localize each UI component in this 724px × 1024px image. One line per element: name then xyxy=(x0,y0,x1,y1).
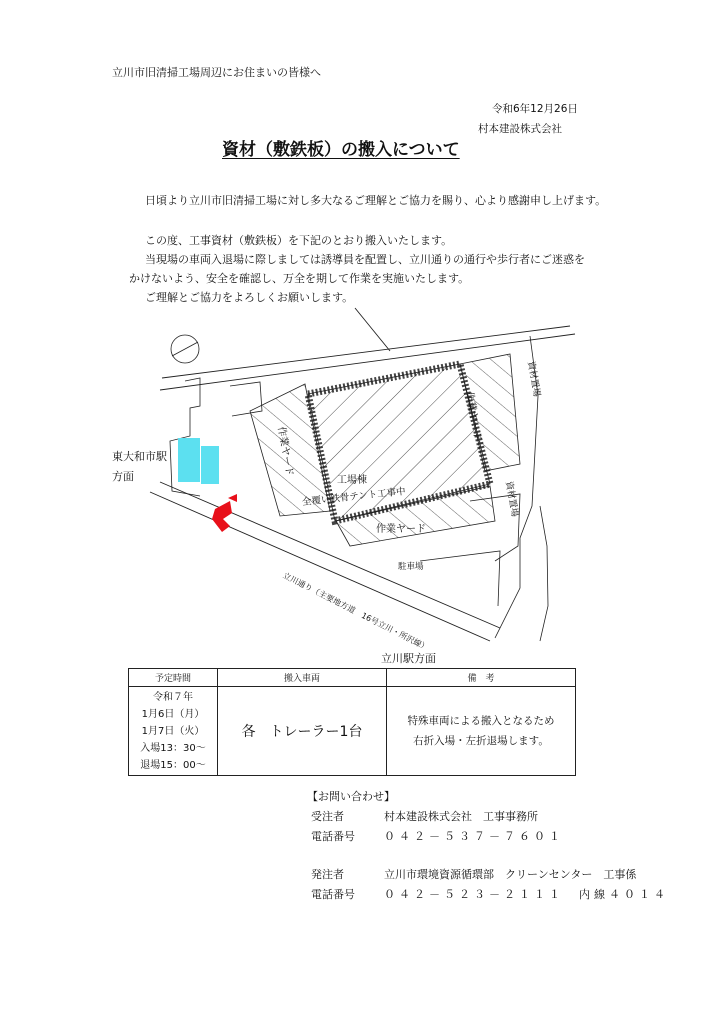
schedule-table xyxy=(128,668,576,776)
time-line: 令和７年 xyxy=(153,691,193,703)
closing-paragraph: ご理解とご協力をよろしくお願いします。 xyxy=(145,291,354,304)
map-label-material-top: 資材置場 xyxy=(525,360,542,398)
time-line: 退場15：00～ xyxy=(140,759,206,771)
issuer-company: 村本建設株式会社 xyxy=(478,123,562,135)
map-label-yard-right: 作業ヤード xyxy=(463,390,483,442)
receiver-phone-label: 電話番号 xyxy=(311,830,355,843)
table-header-row xyxy=(129,669,576,687)
safety-paragraph-line1: 当現場の車両入退場に際しましては誘導員を配置し、立川通りの通行や歩行者にご迷惑を xyxy=(145,253,585,266)
orderer-phone: ０４２－５２３－２１１１ 内線４０１４ xyxy=(384,888,669,901)
time-line: 1月6日（月） xyxy=(141,708,205,720)
greeting-paragraph: 日頃より立川市旧清掃工場に対し多大なるご理解とご協力を賜り、心より感謝申し上げます。 xyxy=(145,194,607,207)
time-line: 1月7日（火） xyxy=(141,725,205,737)
notice-paragraph: この度、工事資材（敷鉄板）を下記のとおり搬入いたします。 xyxy=(145,234,453,247)
top-road xyxy=(160,308,575,390)
addressee-line: 立川市旧清掃工場周辺にお住まいの皆様へ xyxy=(112,66,321,79)
document-title: 資材（敷鉄板）の搬入について xyxy=(222,140,460,160)
map-label-parking: 駐車場 xyxy=(398,562,424,572)
notes-cell xyxy=(387,687,576,776)
compass-icon xyxy=(171,335,199,363)
office-area-cyan xyxy=(178,438,219,484)
map-label-yard-left: 作業ヤード xyxy=(275,425,295,477)
safety-paragraph-line2: かけないよう、安全を確認し、万全を期して作業を実施いたします。 xyxy=(129,272,470,285)
orderer-name: 立川市環境資源循環部 クリーンセンター 工事係 xyxy=(384,868,637,881)
orderer-phone-label: 電話番号 xyxy=(311,888,355,901)
header-notes: 備 考 xyxy=(387,669,576,687)
notes-line: 特殊車両による搬入となるため xyxy=(407,715,555,727)
map-label-material-right: 資材置場 xyxy=(503,480,520,518)
map-label-factory: 工場棟 xyxy=(337,475,367,486)
contact-heading: 【お問い合わせ】 xyxy=(307,790,395,803)
time-line: 入場13：30～ xyxy=(140,742,206,754)
orderer-label: 発注者 xyxy=(311,868,344,881)
time-cell xyxy=(129,687,218,776)
vehicle-cell: 各 トレーラー1台 xyxy=(218,687,387,776)
document-date: 令和6年12月26日 xyxy=(492,103,578,115)
receiver-phone: ０４２－５３７－７６０１ xyxy=(384,830,564,843)
header-time: 予定時間 xyxy=(129,669,218,687)
map-label-tent: 全覆い鉄骨テント工事中 xyxy=(301,486,407,508)
header-vehicle: 搬入車両 xyxy=(218,669,387,687)
table-row xyxy=(129,687,576,776)
cyan-block xyxy=(201,446,219,484)
receiver-name: 村本建設株式会社 工事事務所 xyxy=(384,810,538,823)
map-label-yard-bottom: 作業ヤード xyxy=(376,524,426,535)
map-label-tachikawa: 立川駅方面 xyxy=(381,652,436,665)
map-label-road: 立川通り（主要地方道 16号立川・所沢線） xyxy=(281,570,431,653)
notes-line: 右折入場・左折退場します。 xyxy=(413,735,549,747)
map-label-direction: 方面 xyxy=(112,470,134,483)
map-label-higashiyamato: 東大和市駅 xyxy=(112,450,167,463)
receiver-label: 受注者 xyxy=(311,810,344,823)
cyan-block xyxy=(178,438,200,482)
